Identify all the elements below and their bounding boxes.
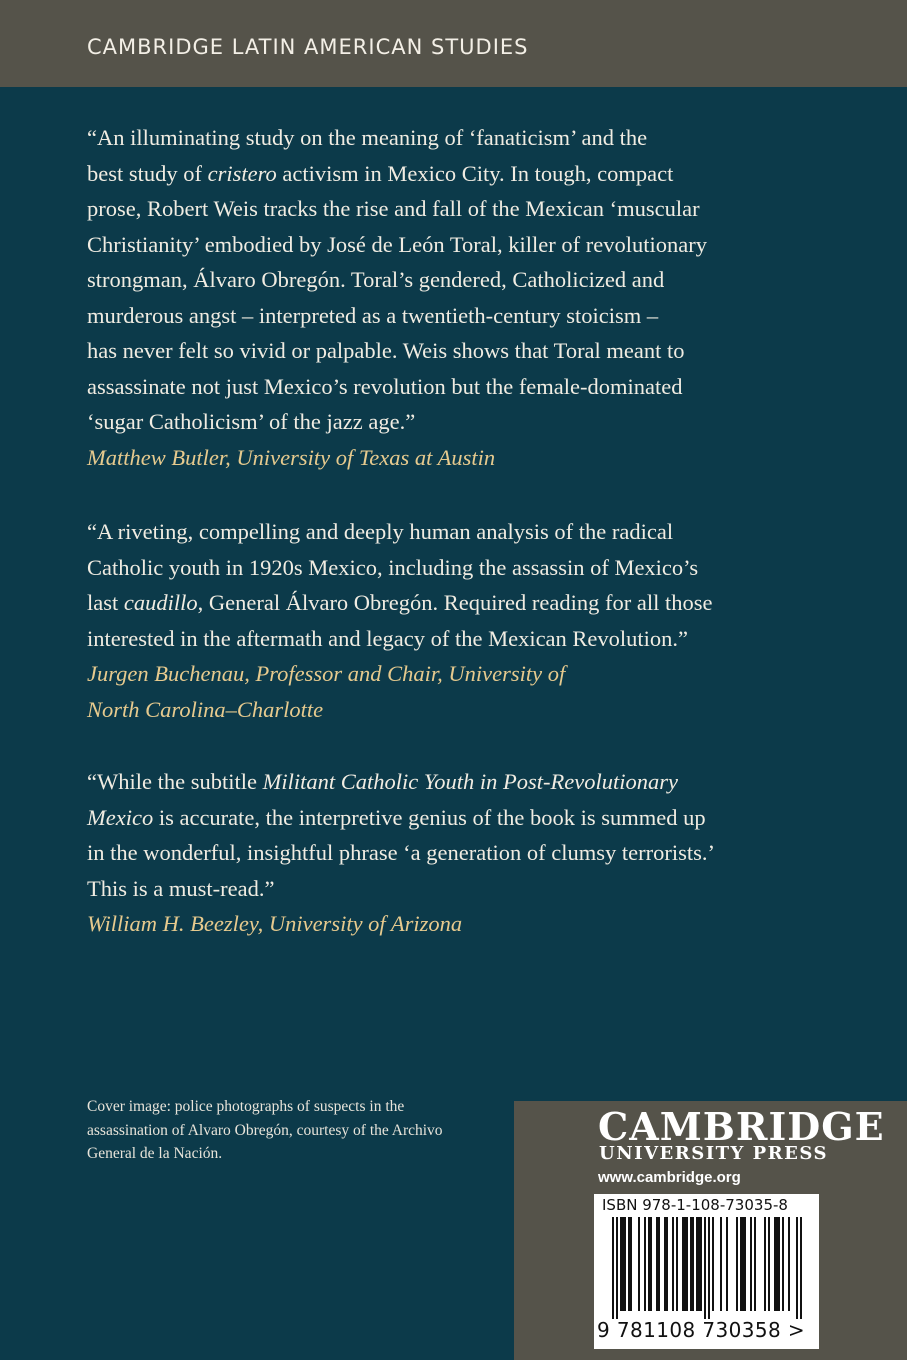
barcode-bar (774, 1217, 776, 1311)
publisher-name: CAMBRIDGE (598, 1104, 885, 1149)
barcode-bar (656, 1217, 658, 1311)
series-banner (0, 0, 907, 87)
barcode-bar (740, 1217, 742, 1311)
quote-line: has never felt so vivid or palpable. Weis shows that Toral meant to (87, 338, 685, 363)
quote-attribution: North Carolina–Charlotte (87, 696, 324, 722)
barcode-bar (686, 1217, 688, 1311)
series-title: CAMBRIDGE LATIN AMERICAN STUDIES (87, 35, 529, 59)
blurb-quote-3 (87, 764, 777, 942)
italic-title: caudillo (123, 590, 198, 615)
quote-line: “A riveting, compelling and deeply human analysis of the radical (87, 519, 674, 544)
quote-line: best study of cristero activism in Mexico City. In tough, compact (87, 160, 674, 186)
publisher-subtitle: UNIVERSITY PRESS (599, 1143, 828, 1164)
barcode-bar (676, 1217, 678, 1311)
quote-attribution: Jurgen Buchenau, Professor and Chair, University of (87, 661, 566, 686)
credit-line: Cover image: police photographs of suspects in the (87, 1098, 405, 1115)
barcode-bar (628, 1217, 630, 1311)
barcode-bar (648, 1217, 650, 1311)
barcode-bar (704, 1217, 706, 1319)
barcode-bar (690, 1217, 692, 1311)
barcode-bar (778, 1217, 780, 1311)
quote-line: interested in the aftermath and legacy of the Mexican Revolution.” (87, 625, 689, 651)
blurb-quote-2 (87, 514, 777, 727)
barcode-bar (700, 1217, 702, 1311)
barcode-bar (644, 1217, 646, 1311)
quote-attribution: Matthew Butler, University of Texas at Austin (87, 444, 496, 470)
quote-line: Christianity’ embodied by José de León Toral, killer of revolutionary (87, 231, 707, 257)
barcode-bar (736, 1217, 738, 1311)
barcode-bar (708, 1217, 710, 1319)
credit-line: assassination of Alvaro Obregón, courtesy of the Archivo (87, 1121, 443, 1139)
isbn-label: ISBN 978-1-108-73035-8 (602, 1196, 788, 1214)
barcode-bar (696, 1217, 698, 1311)
barcode-bar (612, 1217, 614, 1319)
barcode-bar (768, 1217, 770, 1311)
barcode-bar (720, 1217, 722, 1311)
barcode-bar (788, 1217, 790, 1311)
barcode-bar (684, 1217, 686, 1311)
barcode-bar (622, 1217, 624, 1311)
barcode-bar (712, 1217, 714, 1311)
barcode-bar (672, 1217, 674, 1311)
quote-line: This is a must-read.” (87, 875, 275, 901)
cover-image-credit (87, 1095, 507, 1166)
barcode-bar (630, 1217, 632, 1311)
quote-line: Mexico is accurate, the interpretive genius of the book is summed up (87, 804, 706, 830)
credit-line: General de la Nación. (87, 1145, 223, 1162)
barcode-image (602, 1217, 811, 1319)
barcode-bar (658, 1217, 660, 1311)
publisher-url: www.cambridge.org (598, 1169, 741, 1186)
quote-line: ‘sugar Catholicism’ of the jazz age.” (87, 409, 416, 434)
quote-line: in the wonderful, insightful phrase ‘a generation of clumsy terrorists.’ (87, 840, 715, 865)
quote-line: strongman, Álvaro Obregón. Toral’s gendered, Catholicized and (87, 267, 665, 292)
italic-title: Militant Catholic Youth in Post-Revolutionary (262, 769, 678, 794)
barcode-bar (726, 1217, 728, 1311)
barcode-bar (624, 1217, 626, 1311)
barcode-bar (744, 1217, 746, 1311)
barcode-bar (698, 1217, 700, 1311)
quote-line: prose, Robert Weis tracks the rise and fall of the Mexican ‘muscular (87, 196, 700, 221)
barcode-bar (742, 1217, 744, 1311)
quote-line: last caudillo, General Álvaro Obregón. Required reading for all those (87, 590, 713, 615)
quote-line: “An illuminating study on the meaning of ‘fanaticism’ and the (87, 125, 648, 150)
barcode-bar (638, 1217, 640, 1311)
blurb-quote-1 (87, 120, 777, 475)
barcode-bar (682, 1217, 684, 1311)
italic-title: cristero (207, 160, 277, 186)
barcode-bar (650, 1217, 652, 1311)
isbn-barcode-panel (594, 1194, 819, 1349)
barcode-bar (800, 1217, 802, 1319)
italic-title: Mexico (87, 804, 154, 830)
quote-attribution: William H. Beezley, University of Arizona (87, 911, 463, 936)
barcode-bar (664, 1217, 666, 1311)
quote-line: Catholic youth in 1920s Mexico, including the assassin of Mexico’s (87, 554, 699, 580)
barcode-bar (750, 1217, 752, 1311)
barcode-bar (764, 1217, 766, 1311)
barcode-digits: 9 781108 730358 > (597, 1318, 806, 1342)
barcode-bar (692, 1217, 694, 1311)
publisher-panel (514, 1101, 907, 1360)
barcode-bar (776, 1217, 778, 1311)
quote-line: murderous angst – interpreted as a twentieth-century stoicism – (87, 302, 659, 328)
quote-line: “While the subtitle Militant Catholic Youth in Post-Revolutionary (87, 769, 678, 794)
quote-line: assassinate not just Mexico’s revolution but the female-dominated (87, 373, 683, 399)
barcode-bar (666, 1217, 668, 1311)
barcode-bar (782, 1217, 784, 1311)
barcode-bar (620, 1217, 622, 1311)
barcode-bar (754, 1217, 756, 1311)
barcode-bar (796, 1217, 798, 1319)
barcode-bar (616, 1217, 618, 1319)
